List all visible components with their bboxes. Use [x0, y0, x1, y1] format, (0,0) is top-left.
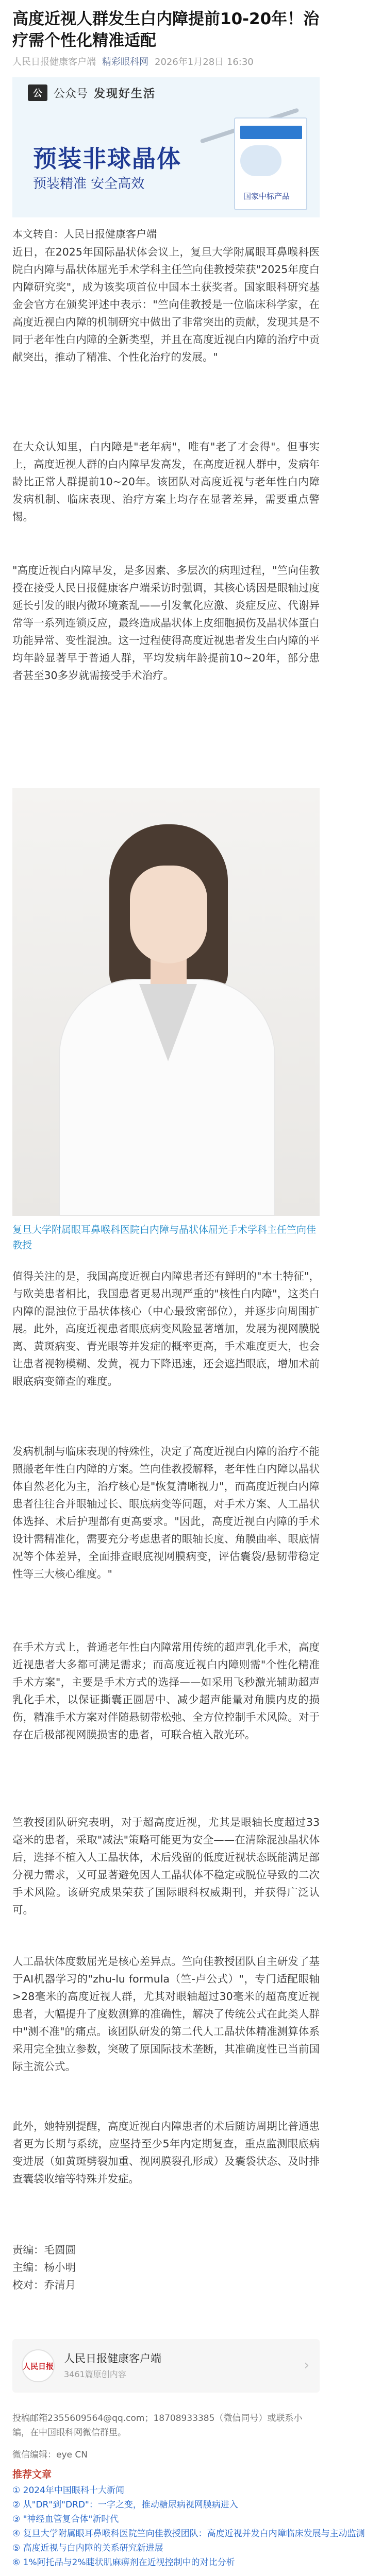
contact-info: 投稿邮箱2355609564@qq.com；18708933385（微信同号）或联系小编，在中国眼科网微信群里。	[12, 2413, 303, 2438]
article-title: 高度近视人群发生白内障提前10-20年！治疗需个性化精准适配	[12, 10, 320, 50]
source-line: 本文转自：人民日报健康客户端	[12, 228, 157, 240]
account-link[interactable]: 精彩眼科网	[102, 57, 148, 67]
recommend-link[interactable]: ② 从"DR"到"DRD"：一字之变，推动糖尿病视网膜病进入	[12, 2500, 238, 2510]
paragraph: 人工晶状体度数屈光是核心差异点。竺向佳教授团队自主研发了基于AI机器学习的"zhu-lu formula（竺-卢公式）"，专门适配眼轴>28毫米的高度近视人群，尤其对眼轴超过30毫米的超高度近视患者，大幅提升了度数测算的准确性，解决了传统公式在此类人群中"测不准"的痛点。该团队研发的第二代人工晶状体精准测算体系采用完全独立参数，突破了原国际技术垄断，其准确度性已当前国际主流公式。	[12, 1955, 320, 2073]
author-account-card[interactable]	[12, 2339, 320, 2393]
editor-line: 责编：毛圆圆	[12, 2244, 76, 2256]
recommend-title: 推荐文章	[12, 2469, 52, 2480]
banner-product-sub: 预装精准 安全高效	[33, 176, 145, 192]
recommend-list	[12, 2483, 365, 2570]
banner-badge: 国家中标产品	[240, 190, 293, 202]
paragraph: 发病机制与临床表现的特殊性，决定了高度近视白内障的治疗不能照搬老年性白内障的方案。竺向佳教授解释，老年性白内障以晶状体自然老化为主，治疗核心是"恢复清晰视力"，而高度近视白内障患者往往合并眼轴过长、眼底病变等问题，对手术方案、人工晶状体选择、术后护理都有更高要求。"因此，高度近视白内障的手术设计需精准化，需要充分考虑患者的眼轴长度、角膜曲率、眼底情况等个体差异，全面排查眼底视网膜病变，评估囊袋/悬韧带稳定性等三大核心维度。"	[12, 1445, 320, 1580]
doctor-photo	[12, 788, 320, 1216]
avatar: 人民日报	[22, 2349, 55, 2382]
recommend-link[interactable]: ③ "神经血管复合体"新时代	[12, 2514, 119, 2524]
banner-logo-text: 公众号	[54, 87, 88, 100]
banner-slogan: 发现好生活	[94, 87, 156, 100]
chevron-right-icon: ›	[304, 2358, 309, 2373]
recommend-link[interactable]: ⑥ 1%阿托品与2%睫状肌麻痹剂在近视控制中的对比分析	[12, 2557, 235, 2568]
paragraph: 在手术方式上，普通老年性白内障常用传统的超声乳化手术，高度近视患者大多都可满足需求；而高度近视白内障则需"个性化精准手术方案"，主要是手术方式的选择——如采用飞秒激光辅助超声乳化手术，以保证撕囊正圆居中、减少超声能量对角膜内皮的损伤，精准手术方案对伴随悬韧带松弛、全方位控制手术风险。对于存在后极部视网膜损害的患者，可联合植入散光环。	[12, 1641, 320, 1741]
paragraph: 近日，在2025年国际晶状体会议上，复旦大学附属眼耳鼻喉科医院白内障与晶状体屈光手术学科主任竺向佳教授荣获"2025年度白内障研究奖"，成为该奖项首位中国本土获奖者。国家眼科研究基金会官方在颁奖评述中表示："竺向佳教授是一位临床科学家，在高度近视白内障的机制研究中做出了非常突出的贡献，发现其是不同于老年性白内障的全新类型，并且在高度近视白内障的治疗中贡献突出，推动了精准、个性化治疗的发展。"	[12, 246, 320, 363]
checker-line: 校对：乔清月	[12, 2279, 76, 2291]
recommend-link[interactable]: ④ 复旦大学附属眼耳鼻喉科医院竺向佳教授团队：高度近视并发白内障临床发展与主动监测	[12, 2529, 365, 2539]
product-banner[interactable]	[12, 77, 320, 217]
photo-caption: 复旦大学附属眼耳鼻喉科医院白内障与晶状体屈光手术学科主任竺向佳教授	[12, 1224, 317, 1251]
recommend-link[interactable]: ① 2024年中国眼科十大新闻	[12, 2485, 124, 2496]
banner-product-name: 预装非球晶体	[33, 145, 181, 173]
paragraph: 值得关注的是，我国高度近视白内障患者还有鲜明的"本土特征"，与欧美患者相比，我国患者更易出现严重的"核性白内障"，这类白内障的混浊位于晶状体核心（中心最致密部位），并逐步向周围扩展。此外，高度近视患者眼底病变风险显著增加，发展为视网膜脱离、黄斑病变、青光眼等并发症的概率更高，手术难度更大，也会让患者视物模糊、发黄，视力下降迅速，还会遮挡眼底，增加术前眼底病变筛查的难度。	[12, 1270, 320, 1387]
paragraph: "高度近视白内障早发，是多因素、多层次的病理过程，"竺向佳教授在接受人民日报健康客户端采访时强调，其核心诱因是眼轴过度延长引发的眼内微环境紊乱——引发氧化应激、炎症反应、代谢异常等一系列连锁反应，最终造成晶状体上皮细胞损伤及晶状体蛋白功能异常、变性混浊。这一过程使得高度近视患者发生白内障的平均年龄显著早于普通人群，平均发病年龄提前10~20年，部分患者甚至30多岁就需接受手术治疗。	[12, 564, 320, 682]
paragraph: 在大众认知里，白内障是"老年病"，唯有"老了才会得"。但事实上，高度近视人群的白内障早发高发，在高度近视人群中，发病年龄比正常人群提前10~20年。该团队对高度近视与老年性白内障发病机制、临床表现、治疗方案上均存在显著差异，需要重点警惕。	[12, 440, 320, 523]
article-meta	[12, 55, 254, 68]
author-desc: 3461篇原创内容	[64, 2369, 126, 2379]
paragraph: 竺教授团队研究表明，对于超高度近视，尤其是眼轴长度超过33毫米的患者，采取"减法"策略可能更为安全——在清除混浊晶状体后，选择不植入人工晶状体，术后残留的低度近视状态既能满足部分视力需求，又可显著避免因人工晶状体不稳定或脱位导致的二次手术风险。该研究成果荣获了国际眼科权威期刊，并获得广泛认可。	[12, 1816, 320, 1916]
publish-time: 2026年1月28日 16:30	[155, 57, 254, 67]
editor-credits	[12, 2241, 320, 2294]
banner-top	[12, 77, 320, 108]
logo-icon: 公	[28, 84, 47, 101]
paragraph: 此外，她特别提醒，高度近视白内障患者的术后随访周期比普通患者更为长期与系统，应坚持至少5年内定期复查，重点监测眼底病变进展（如黄斑劈裂加重、视网膜裂孔形成）及囊袋状态、及时排查囊袋收缩等特殊并发症。	[12, 2120, 320, 2185]
recommend-link[interactable]: ⑤ 高度近视与白内障的关系研究新进展	[12, 2543, 163, 2553]
reviewer-line: 主编：杨小明	[12, 2261, 76, 2274]
author-name: 人民日报健康客户端	[64, 2352, 161, 2365]
wechat-editor-tag: 微信编辑：eye CN	[12, 2450, 88, 2460]
article-source: 人民日报健康客户端	[12, 57, 96, 67]
